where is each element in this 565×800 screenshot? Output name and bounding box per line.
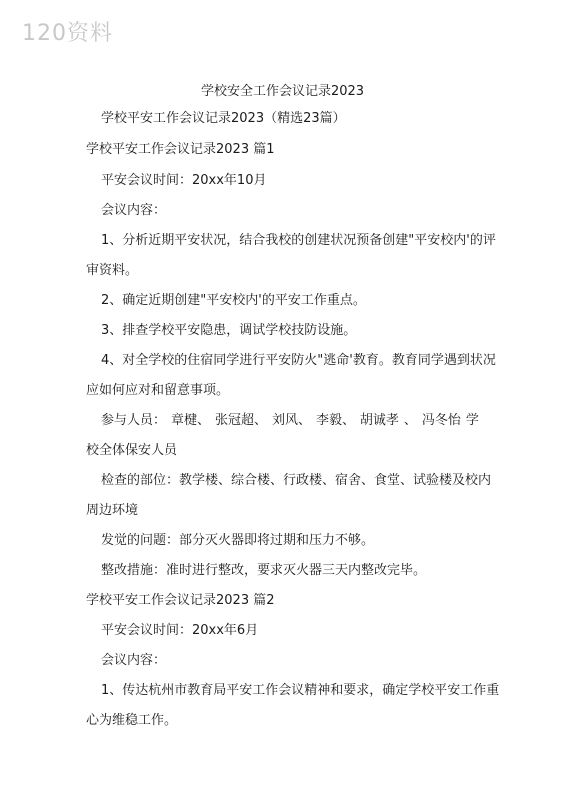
- paragraph-line: 应如何应对和留意事项。: [86, 383, 230, 398]
- paragraph-line: 周边环境: [86, 503, 139, 518]
- paragraph-line: 2、确定近期创建"平安校内'的平安工作重点。: [101, 293, 366, 308]
- paragraph-line: 1、分析近期平安状况，结合我校的创建状况预备创建"平安校内'的评: [101, 233, 496, 248]
- paragraph-line: 整改措施：准时进行整改，要求灭火器三天内整改完毕。: [101, 563, 427, 578]
- section-heading-1: 学校平安工作会议记录2023 篇1: [86, 142, 275, 157]
- paragraph-line: 发觉的问题：部分灭火器即将过期和压力不够。: [101, 533, 375, 548]
- watermark: 120资料: [22, 21, 113, 46]
- participants-label: 参与人员：: [101, 413, 167, 428]
- participant-name: 张冠超、: [214, 413, 267, 428]
- participants-line: [101, 412, 479, 430]
- meeting-content-label-1: 会议内容：: [101, 203, 167, 218]
- section-heading-2: 学校平安工作会议记录2023 篇2: [86, 593, 275, 608]
- document-title: 学校安全工作会议记录2023: [200, 84, 365, 99]
- paragraph-line: 1、传达杭州市教育局平安工作会议精神和要求，确定学校平安工作重: [101, 683, 500, 698]
- paragraph-line: 检查的部位：教学楼、综合楼、行政楼、宿舍、食堂、试验楼及校内: [101, 473, 492, 488]
- paragraph-line: 审资料。: [86, 263, 139, 278]
- subtitle: 学校平安工作会议记录2023（精选23篇）: [101, 111, 346, 126]
- paragraph-line: 3、排查学校平安隐患，调试学校技防设施。: [101, 323, 357, 338]
- paragraph-line: 4、对全学校的住宿同学进行平安防火"逃命'教育。教育同学遇到状况: [101, 353, 496, 368]
- participant-name: 胡诚孝: [359, 413, 399, 428]
- participant-name: 章楗、: [170, 413, 210, 428]
- paragraph-line: 心为维稳工作。: [86, 713, 178, 728]
- meeting-time-1: 平安会议时间：20xx年10月: [101, 173, 267, 188]
- meeting-time-2: 平安会议时间：20xx年6月: [101, 623, 259, 638]
- participant-name: 李毅、: [315, 413, 355, 428]
- paragraph-line: 校全体保安人员: [86, 443, 178, 458]
- meeting-content-label-2: 会议内容：: [101, 653, 167, 668]
- participant-separator: 、: [403, 413, 417, 428]
- participant-suffix: 学: [465, 413, 479, 428]
- participant-name: 冯冬怡: [421, 413, 461, 428]
- participant-name: 刘风、: [271, 413, 311, 428]
